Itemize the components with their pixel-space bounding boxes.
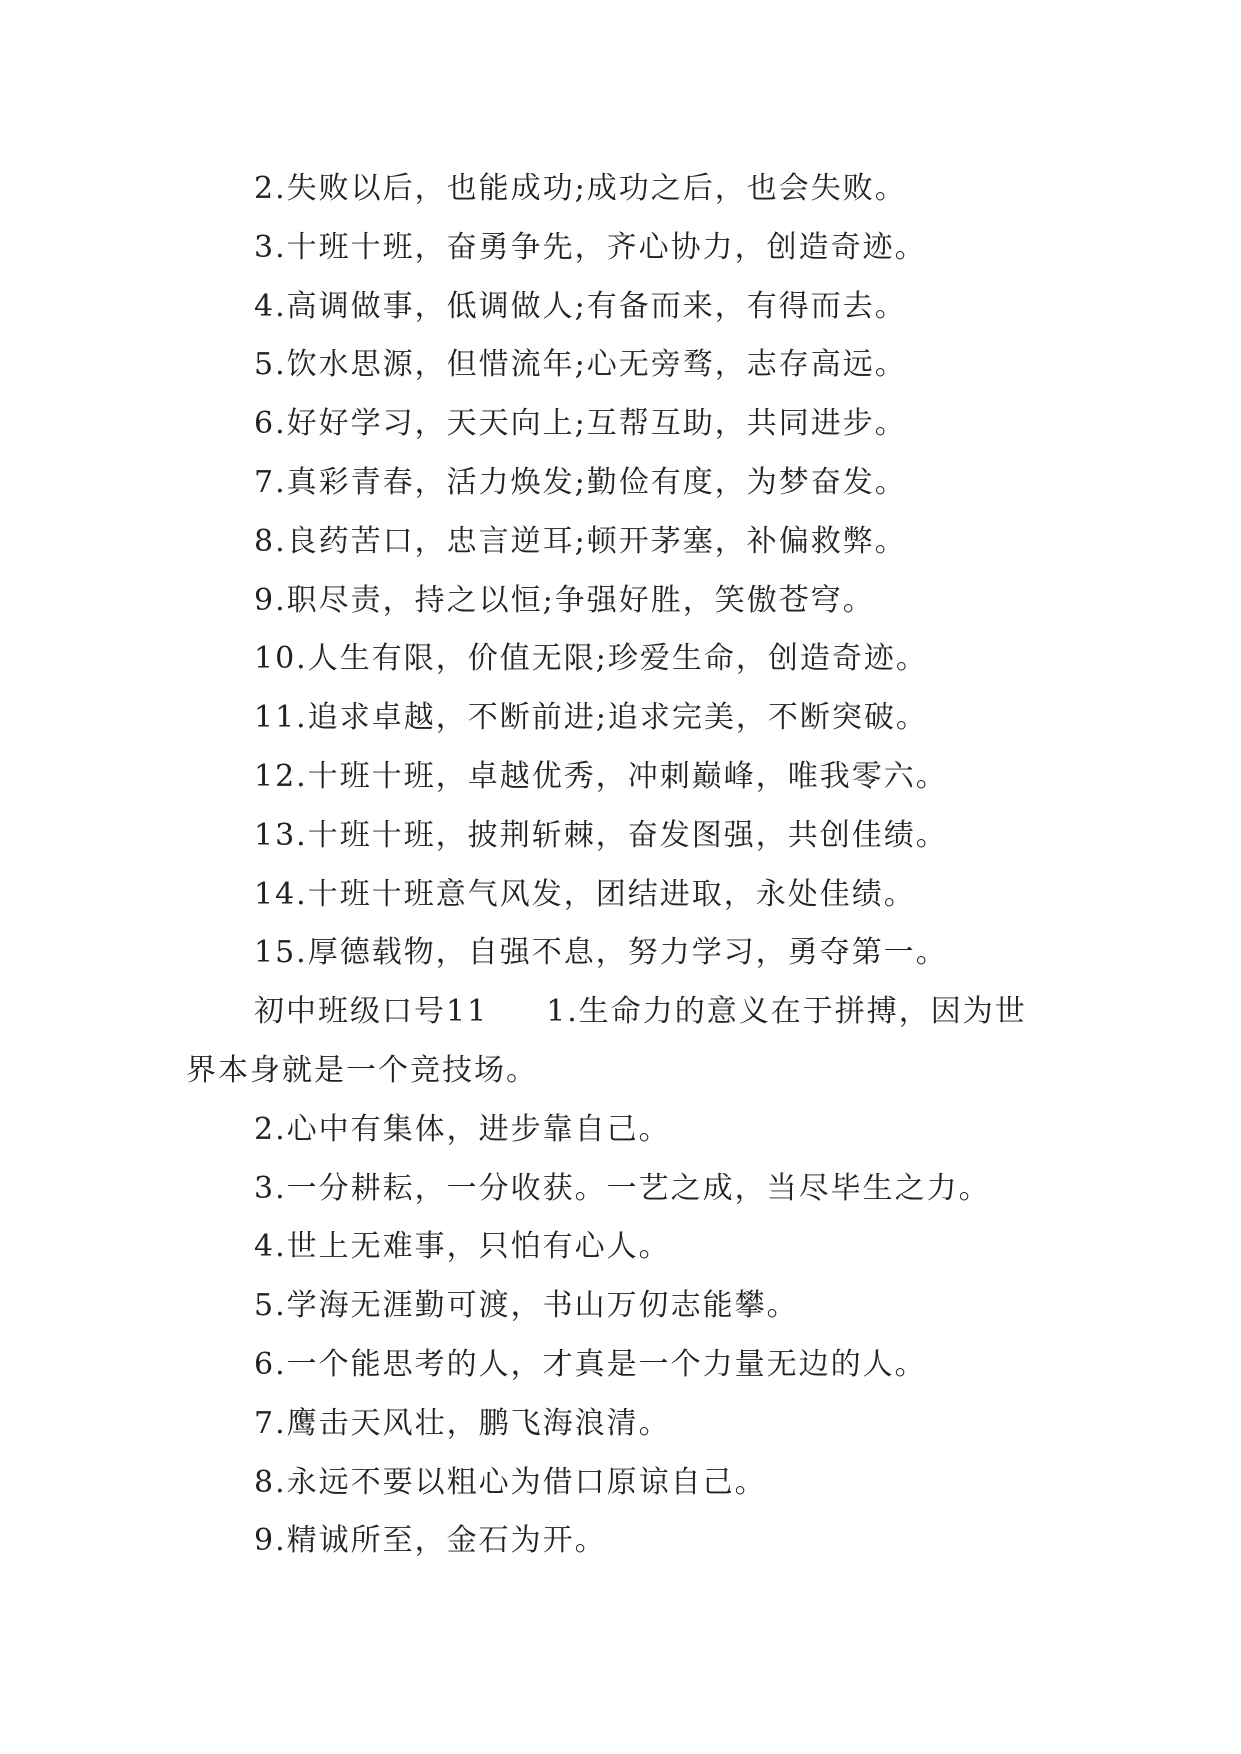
slogan-line: 7.真彩青春，活力焕发;勤俭有度，为梦奋发。	[254, 464, 907, 500]
section-heading: 初中班级口号11	[254, 994, 489, 1030]
section-first-line	[186, 983, 1066, 1042]
slogan-line: 2.心中有集体，进步靠自己。	[254, 1111, 671, 1147]
slogan-line: 15.厚德载物，自强不息，努力学习，勇夺第一。	[254, 935, 948, 971]
slogan-line: 8.永远不要以粗心为借口原谅自己。	[254, 1464, 767, 1500]
slogan-line: 9.职尽责，持之以恒;争强好胜，笑傲苍穹。	[254, 582, 875, 618]
slogan-line: 7.鹰击天风壮，鹏飞海浪清。	[254, 1405, 671, 1441]
slogan-line: 2.失败以后，也能成功;成功之后，也会失败。	[254, 171, 907, 206]
first-item-text: 1.生命力的意义在于拼搏，因为世	[546, 994, 1027, 1030]
section-paragraph	[186, 983, 1066, 1101]
slogan-line: 10.人生有限，价值无限;珍爱生命，创造奇迹。	[254, 641, 928, 677]
slogan-line: 6.好好学习，天天向上;互帮互助，共同进步。	[254, 406, 907, 442]
slogan-line: 3.一分耕耘，一分收获。一艺之成，当尽毕生之力。	[254, 1170, 991, 1206]
slogan-line: 4.高调做事，低调做人;有备而来，有得而去。	[254, 288, 907, 324]
slogan-line: 8.良药苦口，忠言逆耳;顿开茅塞，补偏救弊。	[254, 523, 907, 559]
slogan-line: 3.十班十班，奋勇争先，齐心协力，创造奇迹。	[254, 229, 927, 265]
slogan-line: 6.一个能思考的人，才真是一个力量无边的人。	[254, 1346, 927, 1382]
document-body	[186, 160, 1066, 1571]
slogan-line: 14.十班十班意气风发，团结进取，永处佳绩。	[254, 876, 916, 912]
slogan-line: 11.追求卓越，不断前进;追求完美，不断突破。	[254, 700, 928, 736]
slogan-line: 12.十班十班，卓越优秀，冲刺巅峰，唯我零六。	[254, 758, 948, 794]
slogan-line: 4.世上无难事，只怕有心人。	[254, 1229, 671, 1265]
slogan-line: 5.饮水思源，但惜流年;心无旁骛，志存高远。	[254, 347, 907, 383]
slogan-line: 5.学海无涯勤可渡，书山万仞志能攀。	[254, 1288, 799, 1324]
slogan-line: 9.精诚所至，金石为开。	[254, 1523, 607, 1559]
slogan-line: 13.十班十班，披荆斩棘，奋发图强，共创佳绩。	[254, 817, 948, 853]
section-continuation-line: 界本身就是一个竞技场。	[186, 1052, 538, 1088]
